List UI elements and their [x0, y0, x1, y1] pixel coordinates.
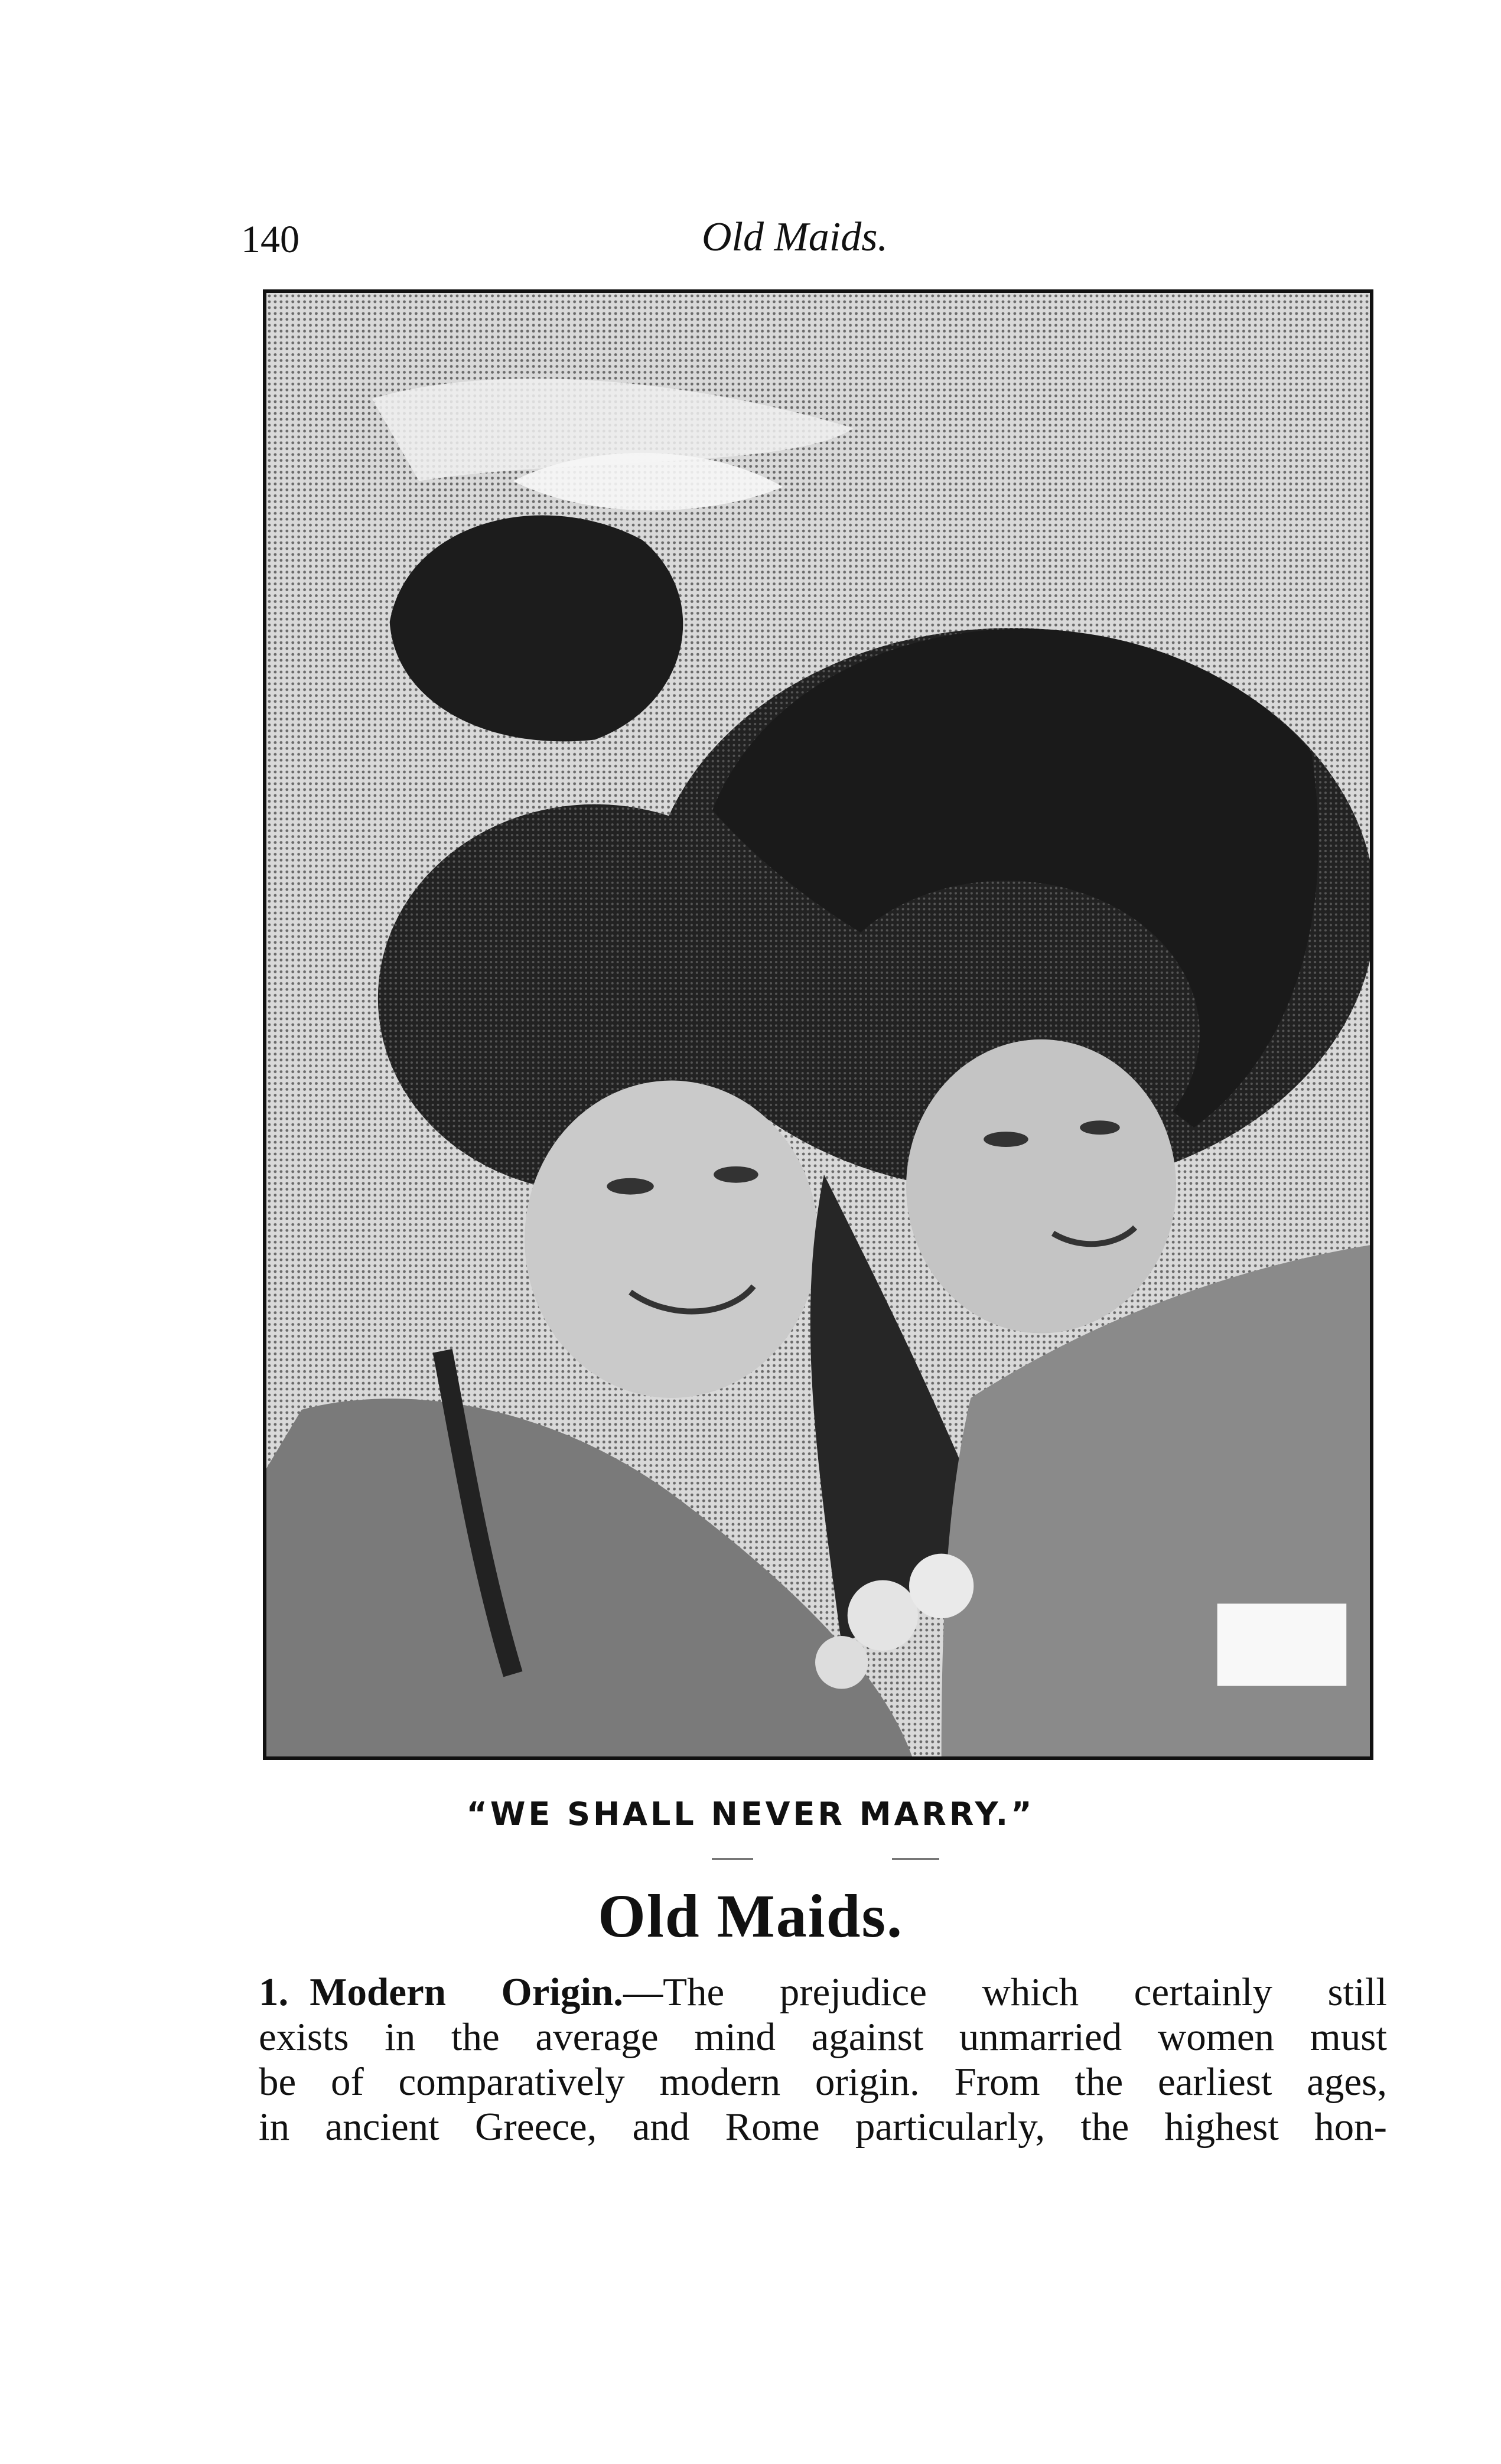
paragraph-number: 1. [259, 1970, 289, 2014]
paragraph-text: —The prejudice which certainly still [623, 1970, 1387, 2014]
paragraph-line-1 [259, 1970, 1387, 2015]
paragraph-heading: Modern Origin. [310, 1970, 624, 2014]
page-number: 140 [241, 218, 299, 261]
figure-caption: “WE SHALL NEVER MARRY.” [466, 1795, 1035, 1833]
divider-left [712, 1858, 753, 1860]
running-head: Old Maids. [702, 214, 888, 260]
paragraph-line-4: in ancient Greece, and Rome particularly, the highest hon- [259, 2105, 1387, 2149]
section-title: Old Maids. [598, 1882, 903, 1950]
two-women-in-hats-icon [266, 293, 1370, 1756]
halftone-photograph [263, 289, 1373, 1760]
divider-right [892, 1858, 939, 1860]
paragraph-line-2: exists in the average mind against unmarried women must [259, 2015, 1387, 2059]
paragraph [259, 1970, 1387, 2149]
paragraph-line-3: be of comparatively modern origin. From the earliest ages, [259, 2060, 1387, 2104]
